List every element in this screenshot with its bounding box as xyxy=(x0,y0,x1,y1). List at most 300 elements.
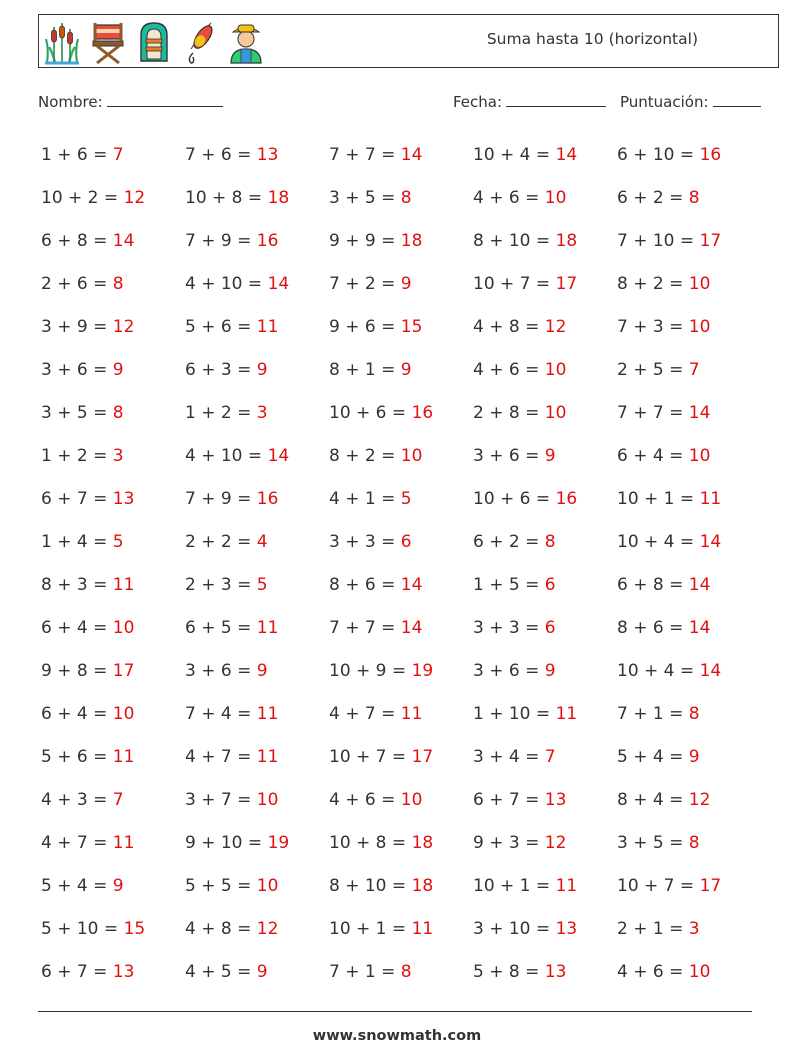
problem-answer: 5 xyxy=(400,489,412,509)
problem-cell xyxy=(473,908,617,951)
problem-cell xyxy=(473,564,617,607)
problem-cell xyxy=(185,521,329,564)
problem-answer: 14 xyxy=(267,274,290,294)
problem-answer: 17 xyxy=(112,661,135,681)
problem-question: 7 + 3 = xyxy=(617,317,684,337)
problem-cell xyxy=(617,908,761,951)
problem-question: 1 + 2 = xyxy=(185,403,252,423)
problem-answer: 8 xyxy=(400,188,412,208)
name-label: Nombre: xyxy=(38,93,103,111)
fisherman-icon xyxy=(227,19,265,65)
problem-question: 8 + 6 = xyxy=(617,618,684,638)
problem-question: 4 + 6 = xyxy=(473,360,540,380)
problem-answer: 19 xyxy=(267,833,290,853)
problem-cell xyxy=(41,822,185,865)
problem-answer: 8 xyxy=(544,532,556,552)
problem-cell xyxy=(473,951,617,994)
problem-answer: 10 xyxy=(544,360,567,380)
problem-answer: 16 xyxy=(256,489,279,509)
problem-cell xyxy=(185,177,329,220)
problem-question: 6 + 4 = xyxy=(617,446,684,466)
problem-cell xyxy=(329,177,473,220)
problem-cell xyxy=(617,521,761,564)
problem-cell xyxy=(617,435,761,478)
cattail-reeds-icon xyxy=(43,19,81,65)
problem-answer: 7 xyxy=(544,747,556,767)
problem-question: 4 + 5 = xyxy=(185,962,252,982)
problem-answer: 11 xyxy=(112,575,135,595)
problem-answer: 17 xyxy=(555,274,578,294)
problem-question: 2 + 3 = xyxy=(185,575,252,595)
problem-answer: 11 xyxy=(256,747,279,767)
problem-answer: 13 xyxy=(544,790,567,810)
problem-cell xyxy=(617,349,761,392)
problem-cell xyxy=(473,220,617,263)
problem-question: 2 + 8 = xyxy=(473,403,540,423)
problem-question: 10 + 4 = xyxy=(473,145,551,165)
problem-question: 4 + 7 = xyxy=(41,833,108,853)
problem-question: 10 + 7 = xyxy=(617,876,695,896)
problem-question: 6 + 4 = xyxy=(41,704,108,724)
problem-answer: 13 xyxy=(256,145,279,165)
date-blank[interactable] xyxy=(506,92,606,107)
date-field xyxy=(453,92,606,111)
problem-cell xyxy=(41,564,185,607)
problem-answer: 12 xyxy=(256,919,279,939)
problem-cell xyxy=(329,263,473,306)
problem-answer: 10 xyxy=(544,403,567,423)
problem-question: 9 + 9 = xyxy=(329,231,396,251)
problem-cell xyxy=(185,865,329,908)
problem-cell xyxy=(473,607,617,650)
problem-answer: 9 xyxy=(256,962,268,982)
problem-question: 5 + 4 = xyxy=(617,747,684,767)
problem-cell xyxy=(41,220,185,263)
problem-answer: 9 xyxy=(256,360,268,380)
problem-question: 7 + 2 = xyxy=(329,274,396,294)
problem-question: 1 + 5 = xyxy=(473,575,540,595)
date-label: Fecha: xyxy=(453,93,503,111)
problem-cell xyxy=(329,951,473,994)
problem-answer: 4 xyxy=(256,532,268,552)
problem-cell xyxy=(41,736,185,779)
problem-question: 1 + 2 = xyxy=(41,446,108,466)
header-icons xyxy=(43,19,265,65)
problem-question: 6 + 5 = xyxy=(185,618,252,638)
problem-answer: 17 xyxy=(699,231,722,251)
problem-question: 7 + 7 = xyxy=(329,618,396,638)
problem-answer: 12 xyxy=(123,188,146,208)
problem-question: 8 + 6 = xyxy=(329,575,396,595)
problem-cell xyxy=(473,392,617,435)
problem-question: 3 + 3 = xyxy=(473,618,540,638)
problem-cell xyxy=(185,349,329,392)
problem-question: 3 + 4 = xyxy=(473,747,540,767)
problem-question: 2 + 2 = xyxy=(185,532,252,552)
problem-question: 3 + 7 = xyxy=(185,790,252,810)
problem-question: 8 + 1 = xyxy=(329,360,396,380)
problem-answer: 9 xyxy=(544,446,556,466)
problem-question: 7 + 4 = xyxy=(185,704,252,724)
problem-question: 5 + 4 = xyxy=(41,876,108,896)
problem-question: 4 + 3 = xyxy=(41,790,108,810)
problem-cell xyxy=(617,865,761,908)
problem-answer: 14 xyxy=(699,661,722,681)
problem-cell xyxy=(185,951,329,994)
problem-cell xyxy=(329,478,473,521)
problem-cell xyxy=(329,908,473,951)
problem-answer: 11 xyxy=(256,704,279,724)
problem-answer: 16 xyxy=(256,231,279,251)
problem-answer: 17 xyxy=(699,876,722,896)
problem-answer: 9 xyxy=(688,747,700,767)
problem-question: 3 + 9 = xyxy=(41,317,108,337)
problem-answer: 11 xyxy=(256,618,279,638)
problem-question: 4 + 8 = xyxy=(185,919,252,939)
problem-answer: 12 xyxy=(688,790,711,810)
problem-answer: 15 xyxy=(400,317,423,337)
problem-answer: 9 xyxy=(112,876,124,896)
problem-cell xyxy=(185,779,329,822)
problem-question: 10 + 8 = xyxy=(185,188,263,208)
problem-question: 10 + 4 = xyxy=(617,661,695,681)
problem-question: 6 + 8 = xyxy=(41,231,108,251)
problem-question: 4 + 6 = xyxy=(617,962,684,982)
problem-cell xyxy=(185,134,329,177)
problem-answer: 16 xyxy=(699,145,722,165)
name-field xyxy=(38,92,223,111)
problem-answer: 7 xyxy=(112,790,124,810)
score-blank[interactable] xyxy=(713,92,761,107)
problem-cell xyxy=(329,349,473,392)
problem-cell xyxy=(473,263,617,306)
problem-question: 4 + 6 = xyxy=(329,790,396,810)
problem-cell xyxy=(41,951,185,994)
problem-answer: 14 xyxy=(699,532,722,552)
problem-question: 3 + 5 = xyxy=(329,188,396,208)
problem-answer: 9 xyxy=(256,661,268,681)
problem-question: 8 + 2 = xyxy=(329,446,396,466)
problem-answer: 10 xyxy=(256,876,279,896)
problem-answer: 9 xyxy=(400,274,412,294)
problem-question: 5 + 6 = xyxy=(41,747,108,767)
problem-cell xyxy=(41,134,185,177)
problem-cell xyxy=(185,263,329,306)
problem-cell xyxy=(41,779,185,822)
problem-question: 4 + 1 = xyxy=(329,489,396,509)
problem-question: 7 + 7 = xyxy=(329,145,396,165)
problem-answer: 11 xyxy=(699,489,722,509)
problem-question: 3 + 6 = xyxy=(41,360,108,380)
problem-answer: 11 xyxy=(411,919,434,939)
problem-question: 3 + 5 = xyxy=(41,403,108,423)
problem-question: 5 + 10 = xyxy=(41,919,119,939)
problem-question: 8 + 2 = xyxy=(617,274,684,294)
problem-answer: 12 xyxy=(544,317,567,337)
problem-cell xyxy=(473,134,617,177)
problem-cell xyxy=(185,564,329,607)
problem-cell xyxy=(185,478,329,521)
problem-answer: 19 xyxy=(411,661,434,681)
problem-cell xyxy=(473,478,617,521)
problem-question: 8 + 10 = xyxy=(329,876,407,896)
problem-cell xyxy=(617,392,761,435)
problem-cell xyxy=(185,693,329,736)
score-field xyxy=(620,92,761,111)
header-box xyxy=(38,14,779,68)
problem-question: 3 + 6 = xyxy=(473,661,540,681)
problem-question: 10 + 7 = xyxy=(329,747,407,767)
problem-answer: 11 xyxy=(400,704,423,724)
problem-cell xyxy=(41,263,185,306)
problem-cell xyxy=(617,822,761,865)
problem-question: 4 + 10 = xyxy=(185,446,263,466)
problem-answer: 13 xyxy=(544,962,567,982)
problem-answer: 8 xyxy=(112,403,124,423)
problem-question: 1 + 10 = xyxy=(473,704,551,724)
problem-question: 6 + 3 = xyxy=(185,360,252,380)
problem-answer: 10 xyxy=(112,704,135,724)
problem-answer: 8 xyxy=(688,833,700,853)
problem-question: 2 + 6 = xyxy=(41,274,108,294)
problem-cell xyxy=(329,521,473,564)
problem-cell xyxy=(41,435,185,478)
problem-question: 3 + 6 = xyxy=(185,661,252,681)
score-label: Puntuación: xyxy=(620,93,709,111)
problem-question: 10 + 9 = xyxy=(329,661,407,681)
problem-cell xyxy=(41,177,185,220)
problem-cell xyxy=(617,951,761,994)
problem-cell xyxy=(473,306,617,349)
problem-cell xyxy=(41,650,185,693)
problem-cell xyxy=(617,220,761,263)
problem-answer: 18 xyxy=(411,876,434,896)
problem-question: 10 + 4 = xyxy=(617,532,695,552)
problem-question: 10 + 1 = xyxy=(473,876,551,896)
problem-question: 7 + 1 = xyxy=(329,962,396,982)
problem-answer: 6 xyxy=(400,532,412,552)
problem-question: 6 + 8 = xyxy=(617,575,684,595)
problem-question: 5 + 8 = xyxy=(473,962,540,982)
problem-question: 9 + 8 = xyxy=(41,661,108,681)
problem-answer: 18 xyxy=(400,231,423,251)
problem-question: 9 + 3 = xyxy=(473,833,540,853)
problem-answer: 9 xyxy=(400,360,412,380)
problem-question: 5 + 6 = xyxy=(185,317,252,337)
problem-question: 7 + 6 = xyxy=(185,145,252,165)
problem-answer: 14 xyxy=(400,145,423,165)
problem-cell xyxy=(329,779,473,822)
problem-answer: 3 xyxy=(688,919,700,939)
footer-divider xyxy=(38,1011,752,1012)
problem-cell xyxy=(617,779,761,822)
folding-chair-icon xyxy=(89,19,127,65)
problem-cell xyxy=(41,478,185,521)
problem-question: 6 + 7 = xyxy=(473,790,540,810)
problem-cell xyxy=(617,263,761,306)
problem-question: 10 + 6 = xyxy=(329,403,407,423)
problem-cell xyxy=(329,693,473,736)
problem-answer: 3 xyxy=(256,403,268,423)
problem-cell xyxy=(329,736,473,779)
problem-question: 7 + 9 = xyxy=(185,231,252,251)
problem-question: 8 + 3 = xyxy=(41,575,108,595)
problem-question: 4 + 6 = xyxy=(473,188,540,208)
problem-cell xyxy=(473,435,617,478)
problem-answer: 13 xyxy=(112,962,135,982)
problem-cell xyxy=(185,392,329,435)
problem-answer: 15 xyxy=(123,919,146,939)
problem-answer: 13 xyxy=(555,919,578,939)
problem-cell xyxy=(185,908,329,951)
problem-answer: 14 xyxy=(267,446,290,466)
problem-answer: 10 xyxy=(112,618,135,638)
problem-question: 1 + 6 = xyxy=(41,145,108,165)
problem-cell xyxy=(185,822,329,865)
problem-cell xyxy=(329,220,473,263)
problem-answer: 10 xyxy=(544,188,567,208)
problem-answer: 14 xyxy=(688,618,711,638)
problem-cell xyxy=(617,177,761,220)
name-blank[interactable] xyxy=(107,92,223,107)
problem-cell xyxy=(185,220,329,263)
problem-answer: 9 xyxy=(544,661,556,681)
problem-answer: 13 xyxy=(112,489,135,509)
problem-question: 3 + 10 = xyxy=(473,919,551,939)
problem-answer: 18 xyxy=(411,833,434,853)
problem-cell xyxy=(617,607,761,650)
problem-question: 10 + 2 = xyxy=(41,188,119,208)
problem-cell xyxy=(473,693,617,736)
problem-answer: 6 xyxy=(544,575,556,595)
problem-answer: 16 xyxy=(411,403,434,423)
footer-url: www.snowmath.com xyxy=(312,1028,482,1044)
problem-answer: 8 xyxy=(112,274,124,294)
problem-question: 4 + 8 = xyxy=(473,317,540,337)
problem-answer: 17 xyxy=(411,747,434,767)
problem-answer: 7 xyxy=(112,145,124,165)
problem-question: 10 + 8 = xyxy=(329,833,407,853)
problem-answer: 14 xyxy=(555,145,578,165)
problem-answer: 10 xyxy=(400,790,423,810)
problem-answer: 10 xyxy=(688,962,711,982)
problem-answer: 12 xyxy=(544,833,567,853)
problem-answer: 18 xyxy=(555,231,578,251)
problem-answer: 14 xyxy=(400,575,423,595)
problem-answer: 16 xyxy=(555,489,578,509)
problem-cell xyxy=(473,349,617,392)
problem-question: 3 + 5 = xyxy=(617,833,684,853)
problem-answer: 12 xyxy=(112,317,135,337)
problem-answer: 10 xyxy=(688,317,711,337)
problem-answer: 10 xyxy=(688,446,711,466)
problem-answer: 11 xyxy=(112,747,135,767)
fishing-float-icon xyxy=(181,19,219,65)
problem-cell xyxy=(617,134,761,177)
problem-question: 7 + 10 = xyxy=(617,231,695,251)
problem-answer: 8 xyxy=(688,704,700,724)
problem-question: 4 + 7 = xyxy=(329,704,396,724)
worksheet-title: Suma hasta 10 (horizontal) xyxy=(486,30,698,48)
problem-cell xyxy=(473,779,617,822)
problem-cell xyxy=(41,693,185,736)
problem-answer: 14 xyxy=(688,403,711,423)
problem-question: 10 + 7 = xyxy=(473,274,551,294)
problem-answer: 14 xyxy=(112,231,135,251)
problem-question: 6 + 2 = xyxy=(617,188,684,208)
problem-question: 4 + 10 = xyxy=(185,274,263,294)
problem-grid xyxy=(41,134,761,994)
problem-question: 2 + 1 = xyxy=(617,919,684,939)
problem-question: 9 + 6 = xyxy=(329,317,396,337)
problem-cell xyxy=(41,908,185,951)
problem-cell xyxy=(329,306,473,349)
problem-answer: 8 xyxy=(688,188,700,208)
problem-cell xyxy=(617,306,761,349)
problem-answer: 3 xyxy=(112,446,124,466)
problem-cell xyxy=(617,693,761,736)
problem-question: 7 + 1 = xyxy=(617,704,684,724)
problem-cell xyxy=(185,435,329,478)
problem-answer: 5 xyxy=(256,575,268,595)
problem-cell xyxy=(617,650,761,693)
problem-question: 10 + 1 = xyxy=(617,489,695,509)
problem-answer: 7 xyxy=(688,360,700,380)
problem-question: 8 + 4 = xyxy=(617,790,684,810)
problem-answer: 5 xyxy=(112,532,124,552)
problem-cell xyxy=(473,736,617,779)
problem-answer: 11 xyxy=(112,833,135,853)
problem-answer: 14 xyxy=(688,575,711,595)
problem-cell xyxy=(473,865,617,908)
problem-question: 4 + 7 = xyxy=(185,747,252,767)
problem-answer: 9 xyxy=(112,360,124,380)
problem-question: 9 + 10 = xyxy=(185,833,263,853)
problem-answer: 11 xyxy=(555,876,578,896)
problem-cell xyxy=(617,736,761,779)
problem-answer: 10 xyxy=(688,274,711,294)
problem-question: 5 + 5 = xyxy=(185,876,252,896)
problem-cell xyxy=(185,736,329,779)
problem-cell xyxy=(329,392,473,435)
problem-cell xyxy=(329,650,473,693)
problem-answer: 14 xyxy=(400,618,423,638)
problem-answer: 10 xyxy=(400,446,423,466)
problem-answer: 10 xyxy=(256,790,279,810)
problem-question: 6 + 2 = xyxy=(473,532,540,552)
problem-question: 1 + 4 = xyxy=(41,532,108,552)
problem-question: 8 + 10 = xyxy=(473,231,551,251)
problem-cell xyxy=(185,650,329,693)
problem-answer: 8 xyxy=(400,962,412,982)
problem-answer: 6 xyxy=(544,618,556,638)
problem-question: 6 + 7 = xyxy=(41,489,108,509)
problem-cell xyxy=(329,607,473,650)
problem-question: 10 + 1 = xyxy=(329,919,407,939)
problem-cell xyxy=(185,607,329,650)
problem-cell xyxy=(41,306,185,349)
problem-cell xyxy=(329,822,473,865)
problem-cell xyxy=(473,822,617,865)
problem-question: 3 + 3 = xyxy=(329,532,396,552)
problem-cell xyxy=(41,521,185,564)
problem-question: 2 + 5 = xyxy=(617,360,684,380)
problem-cell xyxy=(473,521,617,564)
problem-question: 3 + 6 = xyxy=(473,446,540,466)
problem-question: 7 + 7 = xyxy=(617,403,684,423)
problem-cell xyxy=(473,177,617,220)
problem-cell xyxy=(617,564,761,607)
